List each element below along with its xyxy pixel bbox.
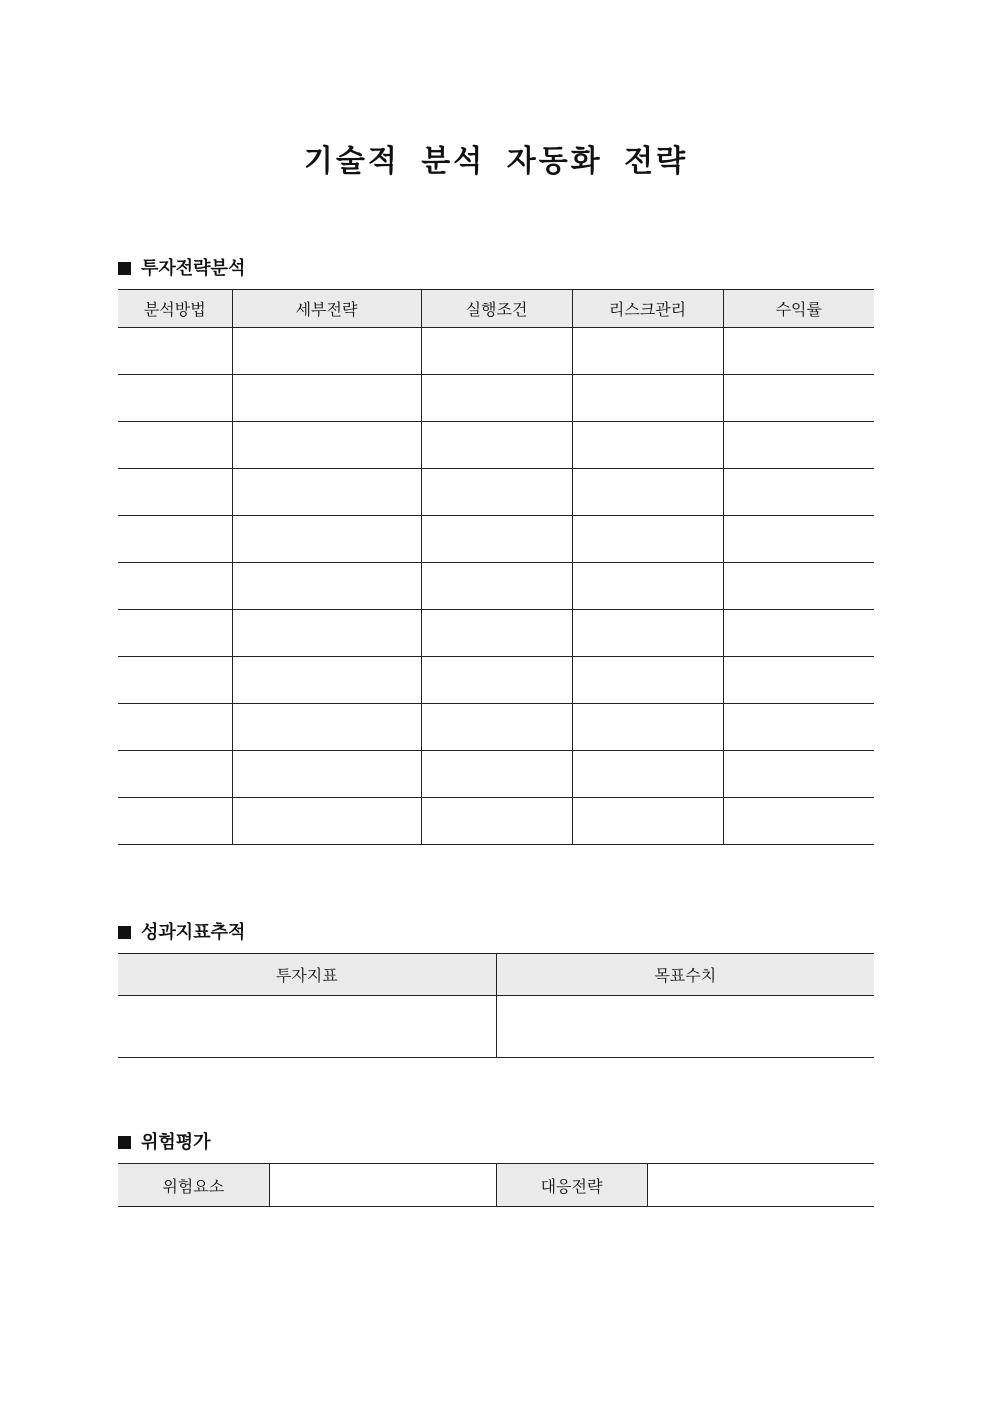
table-cell-input[interactable] bbox=[723, 563, 874, 610]
table-cell-input[interactable] bbox=[496, 996, 874, 1058]
table-row bbox=[118, 328, 874, 375]
response-strategy-label: 대응전략 bbox=[496, 1164, 647, 1207]
section-heading-text: 성과지표추적 bbox=[141, 922, 246, 943]
table-cell-input[interactable] bbox=[572, 798, 723, 845]
table-cell-input[interactable] bbox=[118, 657, 232, 704]
table-row bbox=[118, 610, 874, 657]
table-cell-input[interactable] bbox=[723, 610, 874, 657]
table-cell-input[interactable] bbox=[421, 469, 572, 516]
table-cell-input[interactable] bbox=[232, 704, 421, 751]
risk-factor-field[interactable] bbox=[269, 1164, 496, 1207]
column-header: 리스크관리 bbox=[572, 290, 723, 328]
response-strategy-field[interactable] bbox=[647, 1164, 874, 1207]
table-cell-input[interactable] bbox=[118, 996, 496, 1058]
table-header-row bbox=[118, 290, 874, 328]
table-cell-input[interactable] bbox=[421, 375, 572, 422]
column-header: 투자지표 bbox=[118, 954, 496, 996]
table-cell-input[interactable] bbox=[723, 375, 874, 422]
column-header: 수익률 bbox=[723, 290, 874, 328]
table-cell-input[interactable] bbox=[421, 798, 572, 845]
table-cell-input[interactable] bbox=[421, 657, 572, 704]
column-header: 분석방법 bbox=[118, 290, 232, 328]
strategy-table-body bbox=[118, 328, 874, 845]
table-cell-input[interactable] bbox=[118, 751, 232, 798]
table-cell-input[interactable] bbox=[118, 422, 232, 469]
table-cell-input[interactable] bbox=[723, 469, 874, 516]
square-bullet-icon bbox=[118, 926, 131, 939]
table-cell-input[interactable] bbox=[723, 704, 874, 751]
table-row bbox=[118, 704, 874, 751]
column-header: 목표수치 bbox=[496, 954, 874, 996]
table-row bbox=[118, 751, 874, 798]
table-cell-input[interactable] bbox=[572, 469, 723, 516]
table-cell-input[interactable] bbox=[723, 422, 874, 469]
square-bullet-icon bbox=[118, 1136, 131, 1149]
table-cell-input[interactable] bbox=[572, 704, 723, 751]
table-row bbox=[118, 516, 874, 563]
table-cell-input[interactable] bbox=[421, 610, 572, 657]
table-cell-input[interactable] bbox=[572, 657, 723, 704]
table-row bbox=[118, 422, 874, 469]
table-cell-input[interactable] bbox=[723, 657, 874, 704]
table-cell-input[interactable] bbox=[118, 610, 232, 657]
table-row bbox=[118, 375, 874, 422]
table-cell-input[interactable] bbox=[232, 610, 421, 657]
table-cell-input[interactable] bbox=[118, 798, 232, 845]
table-cell-input[interactable] bbox=[572, 422, 723, 469]
table-cell-input[interactable] bbox=[232, 657, 421, 704]
column-header: 실행조건 bbox=[421, 290, 572, 328]
table-cell-input[interactable] bbox=[118, 516, 232, 563]
table-cell-input[interactable] bbox=[118, 563, 232, 610]
table-cell-input[interactable] bbox=[572, 610, 723, 657]
section-heading-risk bbox=[118, 1128, 211, 1154]
table-cell-input[interactable] bbox=[232, 328, 421, 375]
column-header: 세부전략 bbox=[232, 290, 421, 328]
table-cell-input[interactable] bbox=[232, 798, 421, 845]
table-cell-input[interactable] bbox=[723, 328, 874, 375]
table-cell-input[interactable] bbox=[421, 516, 572, 563]
table-row bbox=[118, 657, 874, 704]
table-cell-input[interactable] bbox=[232, 563, 421, 610]
section-heading-performance bbox=[118, 918, 245, 944]
table-cell-input[interactable] bbox=[572, 516, 723, 563]
table-cell-input[interactable] bbox=[232, 751, 421, 798]
table-cell-input[interactable] bbox=[723, 751, 874, 798]
table-cell-input[interactable] bbox=[572, 751, 723, 798]
risk-assessment-table bbox=[118, 1163, 874, 1207]
table-cell-input[interactable] bbox=[723, 798, 874, 845]
section-heading-text: 투자전략분석 bbox=[141, 258, 246, 279]
document-title: 기술적 분석 자동화 전략 bbox=[303, 144, 689, 179]
table-cell-input[interactable] bbox=[232, 469, 421, 516]
table-cell-input[interactable] bbox=[232, 516, 421, 563]
table-row bbox=[118, 563, 874, 610]
table-cell-input[interactable] bbox=[572, 375, 723, 422]
performance-table bbox=[118, 953, 874, 1058]
table-row bbox=[118, 798, 874, 845]
table-cell-input[interactable] bbox=[572, 563, 723, 610]
strategy-analysis-table bbox=[118, 289, 874, 845]
table-cell-input[interactable] bbox=[572, 328, 723, 375]
table-row bbox=[118, 1164, 874, 1207]
table-cell-input[interactable] bbox=[118, 704, 232, 751]
table-cell-input[interactable] bbox=[421, 422, 572, 469]
table-cell-input[interactable] bbox=[118, 375, 232, 422]
table-cell-input[interactable] bbox=[421, 328, 572, 375]
table-cell-input[interactable] bbox=[723, 516, 874, 563]
section-heading-strategy bbox=[118, 254, 245, 280]
square-bullet-icon bbox=[118, 262, 131, 275]
table-row bbox=[118, 469, 874, 516]
table-cell-input[interactable] bbox=[421, 563, 572, 610]
table-cell-input[interactable] bbox=[232, 422, 421, 469]
table-header-row bbox=[118, 954, 874, 996]
table-cell-input[interactable] bbox=[118, 469, 232, 516]
table-row bbox=[118, 996, 874, 1058]
table-cell-input[interactable] bbox=[421, 704, 572, 751]
table-cell-input[interactable] bbox=[118, 328, 232, 375]
risk-factor-label: 위험요소 bbox=[118, 1164, 269, 1207]
table-cell-input[interactable] bbox=[421, 751, 572, 798]
section-heading-text: 위험평가 bbox=[141, 1132, 211, 1153]
table-cell-input[interactable] bbox=[232, 375, 421, 422]
